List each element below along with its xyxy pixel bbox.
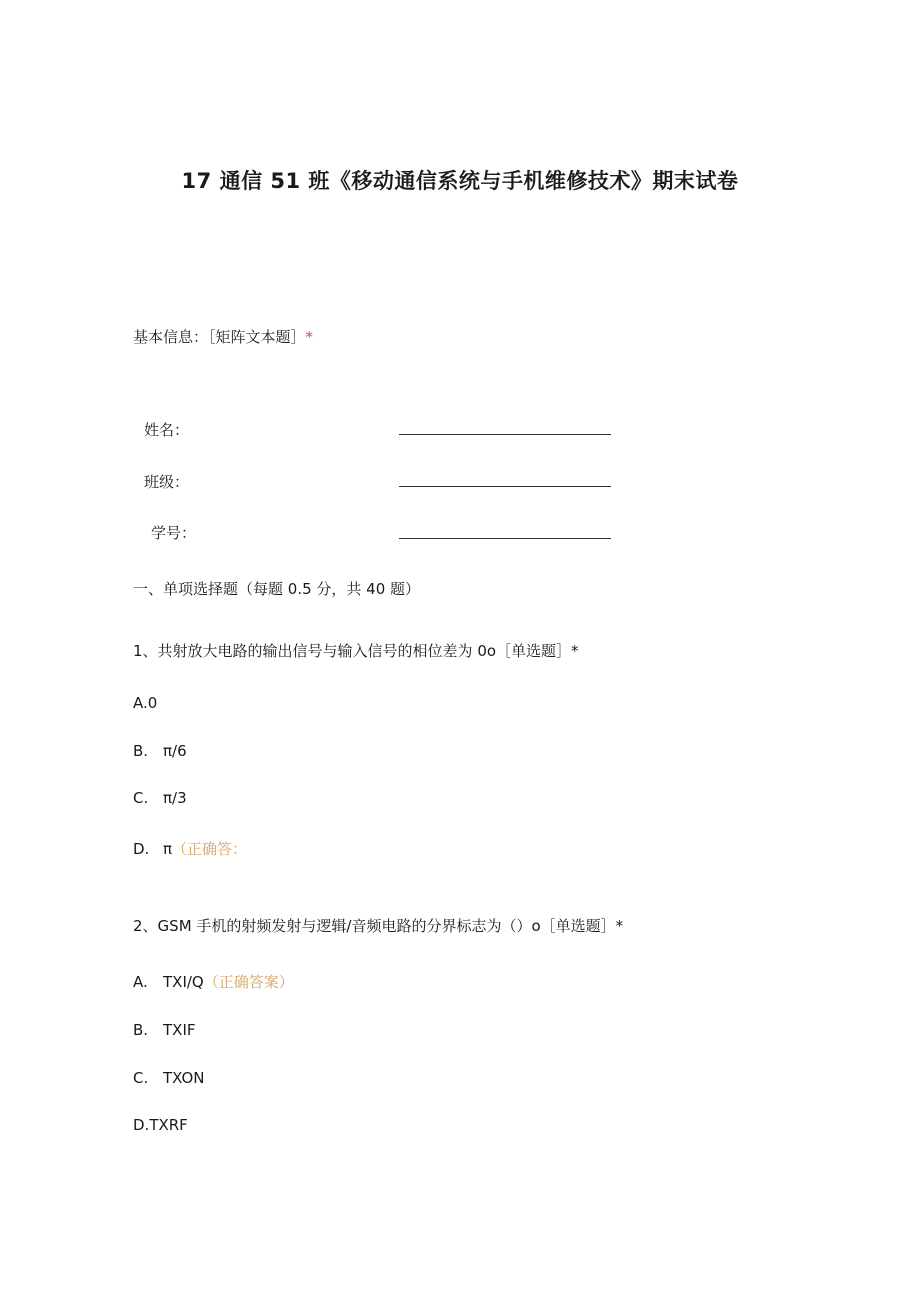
name-input-line[interactable] [399, 434, 611, 435]
correct-answer-marker: （正确答案） [203, 973, 294, 991]
q1-option-d[interactable] [133, 838, 247, 859]
option-text: π/6 [163, 742, 187, 760]
option-letter: B. [133, 742, 149, 760]
required-marker: * [305, 328, 314, 346]
question-1-text: 1、共射放大电路的输出信号与输入信号的相位差为 0o［单选题］* [133, 642, 579, 660]
option-letter: B. [133, 1021, 149, 1039]
field-label-class: 班级： [144, 473, 190, 491]
option-letter: C. [133, 1069, 149, 1087]
class-input-line[interactable] [399, 486, 611, 487]
basic-info-heading [133, 326, 313, 347]
q2-option-c[interactable] [133, 1069, 205, 1087]
option-letter: A.0 [133, 694, 158, 712]
option-text: π/3 [163, 789, 187, 807]
option-letter: D.TXRF [133, 1116, 188, 1134]
q1-option-c[interactable] [133, 789, 187, 807]
option-text: π [163, 840, 173, 858]
q2-option-b[interactable] [133, 1021, 196, 1039]
q2-option-d[interactable] [133, 1116, 188, 1134]
q2-option-a[interactable] [133, 971, 294, 992]
student-id-input-line[interactable] [399, 538, 611, 539]
basic-info-label: 基本信息：［矩阵文本题］ [133, 328, 306, 346]
correct-answer-marker: （正确答： [172, 840, 248, 858]
section-heading: 一、单项选择题（每题 0.5 分，共 40 题） [133, 580, 421, 598]
field-label-name: 姓名： [144, 421, 190, 439]
option-letter: A. [133, 973, 148, 991]
option-text: TXON [163, 1069, 205, 1087]
q1-option-b[interactable] [133, 742, 187, 760]
option-text: TXIF [163, 1021, 196, 1039]
question-2-text: 2、GSM 手机的射频发射与逻辑/音频电路的分界标志为（）o［单选题］* [133, 917, 624, 935]
option-text: TXI/Q [163, 973, 204, 991]
exam-title: 17 通信 51 班《移动通信系统与手机维修技术》期末试卷 [181, 169, 739, 193]
field-label-student-id: 学号： [151, 524, 197, 542]
option-letter: D. [133, 840, 150, 858]
option-letter: C. [133, 789, 149, 807]
q1-option-a[interactable] [133, 694, 157, 712]
